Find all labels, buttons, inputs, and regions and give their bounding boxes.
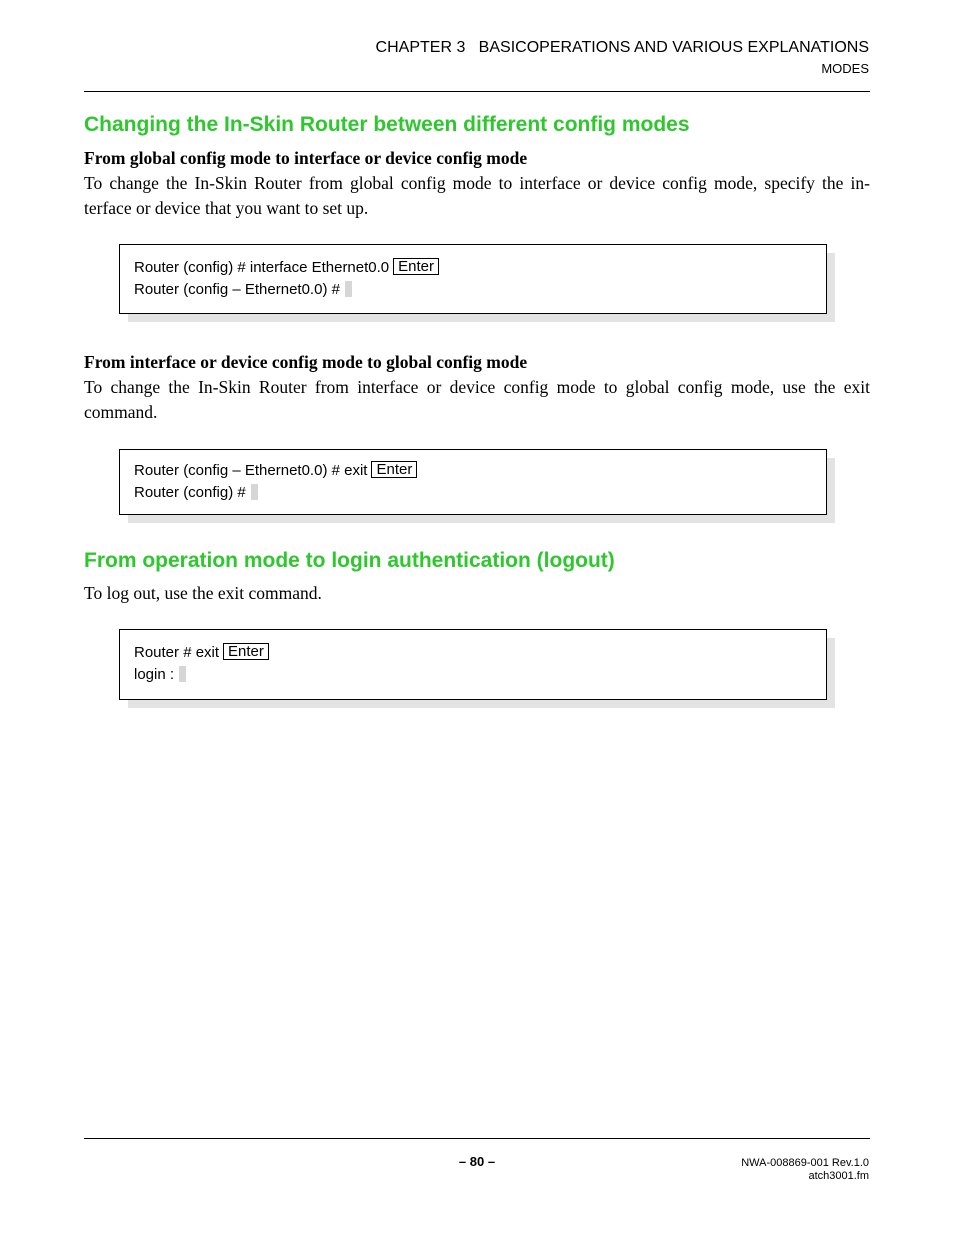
enter-key: Enter: [371, 461, 417, 478]
command-line: [134, 460, 812, 482]
enter-key: Enter: [393, 258, 439, 275]
command-text: Router (config) # interface Ethernet0.0: [134, 259, 390, 276]
prompt-line: [134, 664, 812, 686]
command-text: Router # exit: [134, 644, 220, 661]
header-rule: [84, 91, 870, 92]
command-example-box: [119, 244, 827, 314]
section-heading-config-modes: Changing the In-Skin Router between different config modes: [84, 113, 690, 136]
prompt-text: Router (config) #: [134, 484, 246, 501]
command-example-box: [119, 629, 827, 700]
subsection-title-global-to-interface: From global config mode to interface or device config mode: [84, 148, 528, 168]
section-heading-logout: From operation mode to login authentication (logout): [84, 549, 615, 572]
chapter-title: CHAPTER 3 BASICOPERATIONS AND VARIOUS EXPLANATIONS: [375, 39, 869, 56]
cursor-block: [251, 484, 258, 500]
page-number: – 80 –: [458, 1154, 496, 1169]
cursor-block: [179, 666, 186, 682]
enter-key: Enter: [223, 643, 269, 660]
section-name: MODES: [821, 61, 869, 76]
paragraph-global-to-interface: To change the In-Skin Router from global config mode to interface or device config mode, specify the in-terface or device that you want to set up.: [84, 173, 870, 218]
command-text: Router (config – Ethernet0.0) # exit: [134, 462, 368, 479]
source-filename: atch3001.fm: [808, 1170, 869, 1182]
command-line: [134, 642, 812, 664]
document-revision: NWA-008869-001 Rev.1.0: [741, 1157, 869, 1169]
prompt-text: Router (config – Ethernet0.0) #: [134, 281, 340, 298]
command-line: [134, 257, 812, 279]
command-example-box: [119, 449, 827, 515]
paragraph-interface-to-global: To change the In-Skin Router from interface or device config mode to global config mode, use the exit command.: [84, 377, 870, 422]
subsection-title-interface-to-global: From interface or device config mode to global config mode: [84, 352, 528, 372]
footer-rule: [84, 1138, 870, 1139]
prompt-line: [134, 482, 812, 504]
cursor-block: [345, 281, 352, 297]
document-id: [741, 1157, 869, 1183]
prompt-line: [134, 279, 812, 301]
paragraph-logout: To log out, use the exit command.: [84, 583, 322, 603]
prompt-text: login :: [134, 666, 175, 683]
